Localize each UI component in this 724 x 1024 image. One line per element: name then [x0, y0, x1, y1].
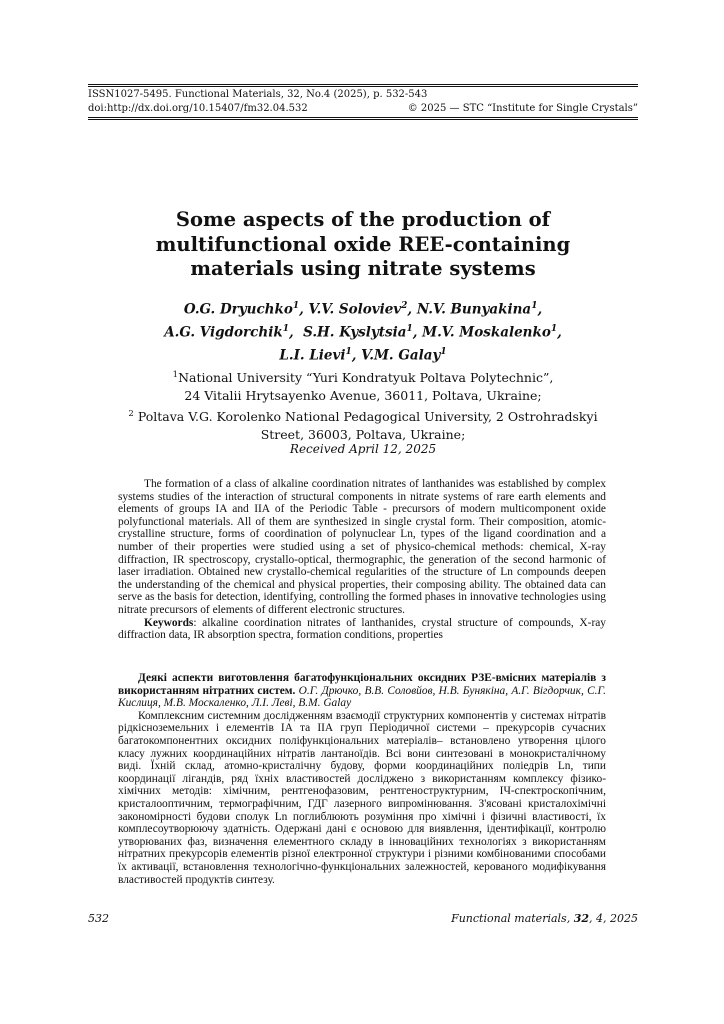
received-date: Received April 12, 2025 [289, 442, 437, 456]
keywords-label: Keywords [144, 616, 194, 629]
title-line-1: Some aspects of the production of [175, 208, 551, 231]
keywords [118, 617, 606, 642]
page-number: 532 [88, 912, 109, 925]
author-aff: 1 [292, 301, 300, 311]
affiliation-1-line-2: 24 Vitalii Hrytsayenko Avenue, 36011, Poltava, Ukraine; [184, 388, 542, 404]
keywords-text: : alkaline coordination nitrates of lanthanides, crystal structure of compounds, X-ray diffraction data, IR absorption spectra, formation conditions, properties [118, 616, 606, 642]
issn-line: ISSN1027-5495. Functional Materials, 32, No.4 (2025), p. 532-543 [88, 89, 428, 100]
header-rule-bottom-2 [88, 119, 638, 120]
affiliations [88, 366, 638, 444]
footer-issue: , 4, 2025 [589, 912, 638, 925]
ua-title: Деякі аспекти виготовлення багатофункціональних оксидних РЗЕ-вмісних матеріалів з використанням нітратних систем. [118, 672, 606, 697]
copyright: © 2025 — STC “Institute for Single Crystals” [407, 103, 638, 114]
affiliation-1-line-1: National University “Yuri Kondratyuk Poltava Polytechnic”, [178, 370, 554, 386]
author-name: A.G. Vigdorchik [164, 324, 283, 341]
header-rule-top-1 [88, 84, 638, 85]
affiliation-2-line-1: Poltava V.G. Korolenko National Pedagogical University, 2 Ostrohradskyi [133, 409, 598, 425]
title-line-3: materials using nitrate systems [190, 257, 536, 280]
doi-link[interactable]: doi:http://dx.doi.org/10.15407/fm32.04.532 [88, 103, 308, 114]
ua-authors: О.Г. Дрючко, В.В. Соловйов, Н.В. Бунякіна, А.Г. Вігдорчик, С.Г. Кислиця, М.В. Москаленко, Л.І. Леві, В.М. Galay [118, 684, 606, 710]
author-aff: 1 [282, 324, 289, 334]
ua-body: Комплексним системним дослідженням взаємодії структурних компонентів у системах нітратів рідкісноземельних і елементів ІА та ІІА груп Періодичної системи – прекурсорів сучасних багатокомпонентних оксидних поліфункціональних матеріалів– встановлено утворення цілого класу лужних координаційних нітратів лантаноїдів. Всі вони синтезовані в монокристалічному виді. Їхній склад, атомно-кристалічну будову, форми координаційних поліедрів Ln, типи координації лігандів, ряд їхніх властивостей досліджено з використанням комплексу фізико-хімічних методів: хімічним, рентгенофазовим, рентгеноструктурним, ІЧ-спектроскопічним, кристалооптичним, термографічним, ГДГ лазерного випромінювання. З'ясовані кристалохімічні закономірності будови сполук Ln поглиблюють розуміння про хімічні і фізичні властивості, їх комплесоутворюючу здатність. Одержані дані є основою для виявлення, ідентифікації, контролю утворюваних фаз, визначення елементного складу в інноваційних технологіях з використанням нітратних прекурсорів елементів різної електронної структури і різними комбінованими способами їх активації, встановлення технологічно-функціональних залежностей, керованого модифікування властивостей продуктів синтезу. [118, 709, 606, 886]
author-name: N.V. Bunyakina [416, 301, 532, 318]
author-name: V.M. Galay [361, 347, 441, 364]
author-aff: 1 [531, 301, 538, 311]
header-rule-top-2 [88, 86, 638, 87]
author-list: O.G. Dryuchko$^1$, V.V. Soloviev$^2$, N.V. Bunyakina$^1$, A.G. Vigdorchik$^1$, S.H. Kyslytsia$^1$, M.V. Moskalenko$^1$, L.I. Lievi$^1$, V.M. Galay$^1$ [164, 301, 562, 364]
author-name: L.I. Lievi [279, 347, 346, 364]
author-name: S.H. Kyslytsia [303, 324, 407, 341]
article-title [88, 208, 638, 282]
author-aff: 1 [345, 347, 352, 357]
affiliation-mark: 2 [128, 409, 134, 420]
author-name: M.V. Moskalenko [422, 324, 551, 341]
title-line-2: multifunctional oxide REE-containing [155, 232, 571, 256]
affiliation-mark: 1 [172, 370, 179, 380]
ukrainian-abstract [118, 672, 606, 886]
footer-volume: 32 [573, 912, 590, 925]
header-rule-bottom-1 [88, 117, 638, 118]
footer-journal: Functional materials [451, 912, 567, 925]
author-aff: 1 [550, 324, 558, 334]
page-footer: 532 Functional materials, 32, 4, 2025 [88, 912, 638, 925]
author-aff: 1 [440, 347, 447, 357]
author-aff: 1 [406, 324, 413, 334]
author-name: V.V. Soloviev [308, 301, 402, 318]
journal-header [88, 88, 638, 116]
abstract-text: The formation of a class of alkaline coordination nitrates of lanthanides was established by complex systems studies of the interaction of structural components in nitrate systems of rare earth elements and elements of groups IA and IIA of the Periodic Table - precursors of modern multicomponent oxide polyfunctional materials. All of them are synthesized in single crystal form. Their composition, atomic-crystalline structure, forms of coordination of polynuclear Ln, types of the ligand coordination and a number of their properties were studied using a set of physico-chemical methods: chemical, X-ray diffraction, IR spectroscopy, crystallo-optical, thermographic, the generation of the second harmonic of laser irradiation. Obtained new crystallo-chemical regularities of the structure of Ln compounds deepen the understanding of the chemical and physical properties, their composing ability. The obtained data can serve as the basis for detection, identifying, controlling the formed phases in innovative technologies using nitrate precursors of elements of different electronic structures. [118, 478, 606, 616]
abstract [118, 478, 606, 642]
author-aff: 2 [401, 301, 408, 311]
author-name: O.G. Dryuchko [183, 301, 293, 318]
affiliation-2-line-2: Street, 36003, Poltava, Ukraine; [260, 427, 466, 443]
